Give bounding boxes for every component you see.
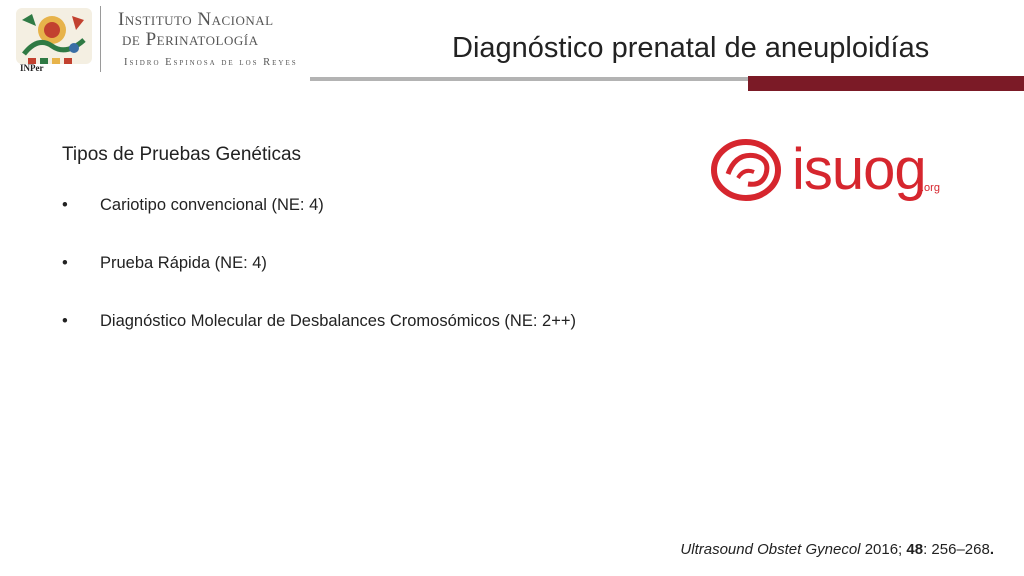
citation-pages: : 256–268 [923,541,990,558]
title-rule-gray [310,77,750,81]
bullet-text: Prueba Rápida (NE: 4) [100,254,267,272]
institute-name-line3: Isidro Espinosa de los Reyes [124,57,298,68]
institute-name [118,10,298,70]
citation-journal: Ultrasound Obstet Gynecol [680,541,861,558]
bullet-icon: • [62,196,68,214]
bullet-icon: • [62,254,68,272]
header-divider [100,6,101,72]
bullet-text: Cariotipo convencional (NE: 4) [100,196,324,214]
isuog-wordmark: isuog [792,137,926,202]
institute-name-line2: de Perinatología [122,29,259,50]
institute-name-line1: Instituto Nacional [118,9,274,30]
bullet-text: Diagnóstico Molecular de Desbalances Cromosómicos (NE: 2++) [100,312,576,330]
citation [680,541,994,558]
citation-year: 2016; [864,541,907,558]
inper-tag: INPer [20,63,44,73]
fetus-swirl-icon [708,134,792,214]
isuog-suffix: .org [921,182,940,194]
title-rule-accent [748,76,1024,91]
citation-period: . [989,541,994,558]
section-heading: Tipos de Pruebas Genéticas [62,144,302,165]
slide-title: Diagnóstico prenatal de aneuploidías [452,32,930,64]
citation-volume: 48 [906,541,924,558]
isuog-logo [708,134,978,214]
bullet-icon: • [62,312,68,330]
